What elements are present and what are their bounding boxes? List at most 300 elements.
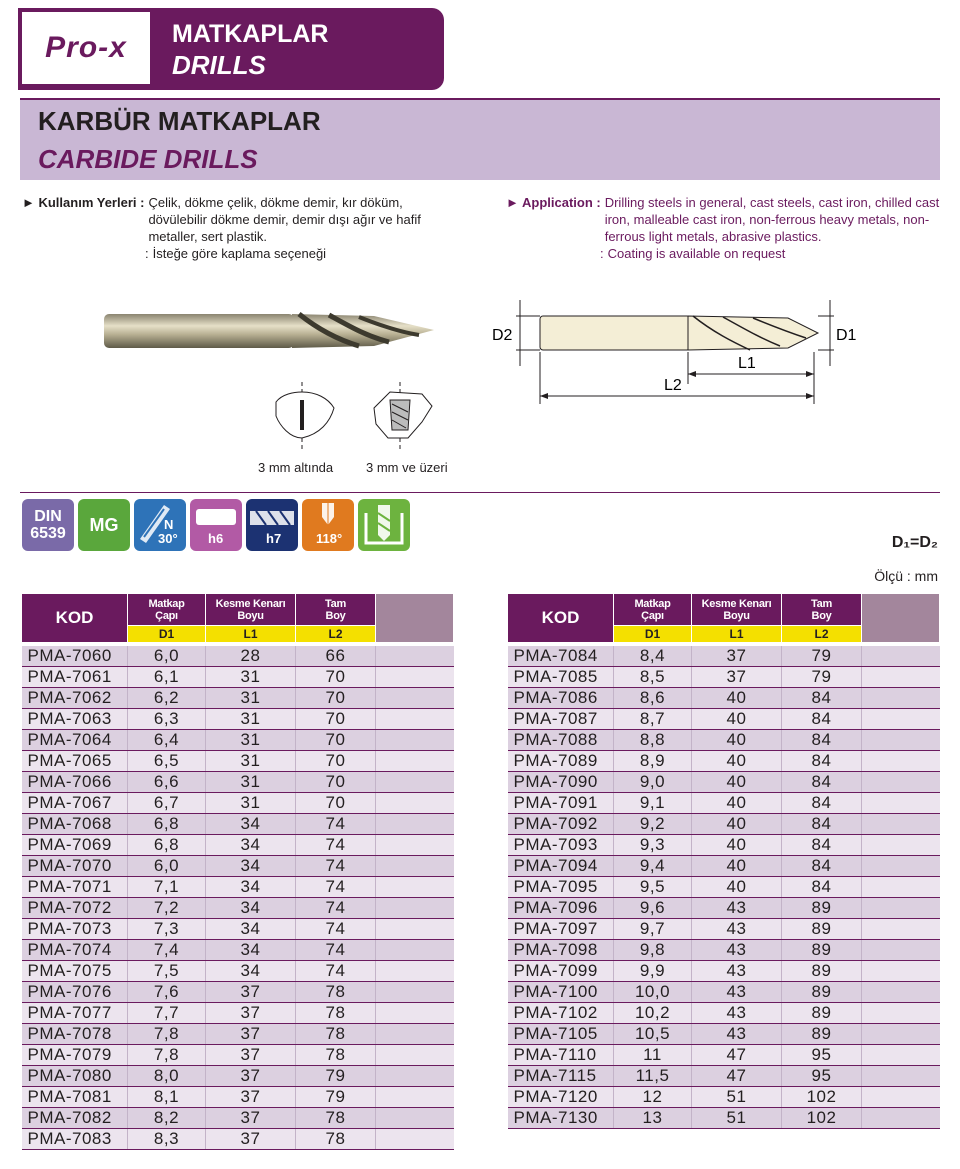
- cell-d1: 7,8: [128, 1023, 206, 1044]
- table-row: [508, 1023, 940, 1044]
- label-l2: L2: [664, 377, 682, 394]
- cell-l2: 95: [782, 1044, 862, 1065]
- cell-l2: 102: [782, 1107, 862, 1128]
- cell-l2: 78: [296, 1128, 376, 1149]
- cell-d1: 9,2: [614, 813, 692, 834]
- cell-l1: 47: [692, 1065, 782, 1086]
- cell-blank: [862, 855, 940, 876]
- cell-l1: 40: [692, 729, 782, 750]
- application-en-label2: :: [600, 246, 604, 261]
- cell-code: PMA-7130: [508, 1107, 614, 1128]
- header-blank: [376, 594, 454, 644]
- cell-code: PMA-7105: [508, 1023, 614, 1044]
- cell-l2: 79: [782, 666, 862, 687]
- cell-blank: [376, 708, 454, 729]
- cell-d1: 8,3: [128, 1128, 206, 1149]
- cell-l2: 74: [296, 960, 376, 981]
- shank-h6-icon: [190, 499, 242, 551]
- cell-d1: 6,1: [128, 666, 206, 687]
- cell-code: PMA-7070: [22, 855, 128, 876]
- cell-d1: 7,6: [128, 981, 206, 1002]
- table-row: [508, 897, 940, 918]
- cell-blank: [376, 918, 454, 939]
- cell-l2: 89: [782, 897, 862, 918]
- din-badge-line2: 6539: [30, 525, 66, 542]
- table-row: [22, 834, 454, 855]
- cell-blank: [862, 771, 940, 792]
- cell-code: PMA-7081: [22, 1086, 128, 1107]
- section-title-tr: KARBÜR MATKAPLAR: [38, 106, 321, 136]
- cell-blank: [862, 1044, 940, 1065]
- cell-l1: 37: [206, 1044, 296, 1065]
- table-row: [22, 792, 454, 813]
- cell-blank: [862, 1086, 940, 1107]
- cell-d1: 6,3: [128, 708, 206, 729]
- table-row: [508, 1044, 940, 1065]
- cell-d1: 13: [614, 1107, 692, 1128]
- tip-over-3mm-icon: [370, 382, 480, 452]
- cell-code: PMA-7087: [508, 708, 614, 729]
- cell-blank: [862, 1107, 940, 1128]
- cell-l2: 84: [782, 792, 862, 813]
- application-en-label: ► Application :: [506, 195, 601, 210]
- cell-d1: 6,2: [128, 687, 206, 708]
- cell-blank: [862, 644, 940, 667]
- cell-d1: 8,2: [128, 1107, 206, 1128]
- application-tr-text: Çelik, dökme çelik, dökme demir, kır döküm, dövülebilir dökme demir, demir dışı ağır ve hafif metaller, sert plastik.: [148, 195, 421, 244]
- cell-l1: 37: [206, 1065, 296, 1086]
- table-row: [22, 771, 454, 792]
- cell-d1: 7,5: [128, 960, 206, 981]
- cell-code: PMA-7074: [22, 939, 128, 960]
- cell-l2: 78: [296, 981, 376, 1002]
- cell-l1: 31: [206, 666, 296, 687]
- table-row: [22, 644, 454, 667]
- cell-code: PMA-7069: [22, 834, 128, 855]
- cell-l2: 84: [782, 855, 862, 876]
- section-title-bar: [20, 98, 940, 180]
- table-row: [22, 981, 454, 1002]
- cell-l2: 89: [782, 1023, 862, 1044]
- cell-l1: 31: [206, 729, 296, 750]
- cell-l2: 78: [296, 1044, 376, 1065]
- cell-code: PMA-7085: [508, 666, 614, 687]
- mg-badge-label: MG: [89, 514, 119, 535]
- cell-blank: [376, 729, 454, 750]
- cell-blank: [376, 644, 454, 667]
- cell-blank: [862, 960, 940, 981]
- table-row: [508, 687, 940, 708]
- cell-l1: 40: [692, 876, 782, 897]
- table-row: [22, 750, 454, 771]
- cell-blank: [862, 708, 940, 729]
- cell-l2: 89: [782, 981, 862, 1002]
- cell-blank: [376, 876, 454, 897]
- cell-blank: [376, 666, 454, 687]
- cell-l1: 51: [692, 1086, 782, 1107]
- cell-blank: [376, 855, 454, 876]
- cell-code: PMA-7091: [508, 792, 614, 813]
- cell-d1: 9,6: [614, 897, 692, 918]
- cell-l2: 84: [782, 750, 862, 771]
- cell-l1: 43: [692, 897, 782, 918]
- cell-l1: 47: [692, 1044, 782, 1065]
- cell-l1: 40: [692, 855, 782, 876]
- cell-l2: 74: [296, 918, 376, 939]
- cell-l2: 79: [296, 1086, 376, 1107]
- cell-blank: [862, 876, 940, 897]
- cell-d1: 9,8: [614, 939, 692, 960]
- table-row: [508, 960, 940, 981]
- cell-d1: 8,4: [614, 644, 692, 667]
- cell-d1: 9,1: [614, 792, 692, 813]
- cell-l2: 74: [296, 876, 376, 897]
- table-row: [22, 897, 454, 918]
- cell-blank: [376, 939, 454, 960]
- cell-l2: 66: [296, 644, 376, 667]
- cell-code: PMA-7060: [22, 644, 128, 667]
- table-row: [22, 687, 454, 708]
- cell-blank: [862, 792, 940, 813]
- application-tr-label2: :: [145, 246, 149, 261]
- cell-code: PMA-7067: [22, 792, 128, 813]
- tip-under-3mm-icon: [272, 382, 382, 452]
- cell-d1: 6,0: [128, 855, 206, 876]
- cell-l1: 43: [692, 1002, 782, 1023]
- cell-d1: 6,8: [128, 813, 206, 834]
- cell-blank: [376, 1086, 454, 1107]
- cell-l1: 31: [206, 687, 296, 708]
- cell-blank: [376, 1107, 454, 1128]
- cell-d1: 7,7: [128, 1002, 206, 1023]
- h7-label: h7: [266, 531, 282, 546]
- cell-code: PMA-7062: [22, 687, 128, 708]
- cell-code: PMA-7071: [22, 876, 128, 897]
- tip-under-3mm-caption: 3 mm altında: [258, 460, 334, 475]
- cell-code: PMA-7073: [22, 918, 128, 939]
- cell-code: PMA-7098: [508, 939, 614, 960]
- cell-d1: 10,0: [614, 981, 692, 1002]
- cell-code: PMA-7092: [508, 813, 614, 834]
- cell-code: PMA-7083: [22, 1128, 128, 1149]
- cell-l2: 78: [296, 1107, 376, 1128]
- cell-l2: 84: [782, 813, 862, 834]
- application-en: [506, 194, 946, 262]
- h6-label: h6: [208, 531, 224, 546]
- table-row: [508, 792, 940, 813]
- cell-d1: 11: [614, 1044, 692, 1065]
- table-row: [508, 750, 940, 771]
- cell-d1: 9,4: [614, 855, 692, 876]
- cell-code: PMA-7100: [508, 981, 614, 1002]
- cell-l1: 43: [692, 981, 782, 1002]
- header-blank: [862, 594, 940, 644]
- cell-l2: 84: [782, 729, 862, 750]
- cell-l1: 43: [692, 939, 782, 960]
- cell-code: PMA-7079: [22, 1044, 128, 1065]
- cell-l1: 51: [692, 1107, 782, 1128]
- cell-l1: 34: [206, 834, 296, 855]
- cell-code: PMA-7065: [22, 750, 128, 771]
- table-row: [22, 813, 454, 834]
- cell-l2: 70: [296, 708, 376, 729]
- cell-l1: 43: [692, 960, 782, 981]
- cell-d1: 7,4: [128, 939, 206, 960]
- cell-l1: 37: [206, 1107, 296, 1128]
- cell-blank: [862, 729, 940, 750]
- header-l1: Kesme Kenarı Boyu: [692, 594, 782, 626]
- cell-l1: 37: [206, 981, 296, 1002]
- cell-code: PMA-7075: [22, 960, 128, 981]
- cell-code: PMA-7096: [508, 897, 614, 918]
- drill-dimension-diagram: [488, 292, 868, 412]
- table-row: [508, 939, 940, 960]
- cell-code: PMA-7120: [508, 1086, 614, 1107]
- cell-d1: 9,7: [614, 918, 692, 939]
- cell-d1: 8,9: [614, 750, 692, 771]
- cell-l1: 40: [692, 708, 782, 729]
- cell-d1: 7,1: [128, 876, 206, 897]
- cell-blank: [862, 750, 940, 771]
- cell-l2: 95: [782, 1065, 862, 1086]
- header-d1-symbol: D1: [614, 626, 692, 644]
- cell-d1: 8,1: [128, 1086, 206, 1107]
- point-angle-118-icon: [302, 499, 354, 551]
- cell-blank: [376, 834, 454, 855]
- cell-l1: 40: [692, 771, 782, 792]
- table-row: [508, 1065, 940, 1086]
- cell-l2: 78: [296, 1023, 376, 1044]
- table-row: [22, 960, 454, 981]
- cell-blank: [862, 1065, 940, 1086]
- table-row: [508, 771, 940, 792]
- cell-blank: [376, 687, 454, 708]
- cell-l2: 74: [296, 897, 376, 918]
- table-row: [22, 1086, 454, 1107]
- cell-d1: 11,5: [614, 1065, 692, 1086]
- drill-photo-illustration: [104, 300, 444, 360]
- cell-d1: 6,5: [128, 750, 206, 771]
- table-row: [508, 876, 940, 897]
- cell-d1: 6,8: [128, 834, 206, 855]
- header-l1: Kesme Kenarı Boyu: [206, 594, 296, 626]
- cell-code: PMA-7064: [22, 729, 128, 750]
- header-l1-symbol: L1: [206, 626, 296, 644]
- cell-l1: 37: [206, 1023, 296, 1044]
- cell-l2: 70: [296, 666, 376, 687]
- cell-blank: [376, 750, 454, 771]
- cell-code: PMA-7090: [508, 771, 614, 792]
- header-kod: KOD: [508, 594, 614, 644]
- cell-code: PMA-7072: [22, 897, 128, 918]
- table-row: [508, 813, 940, 834]
- cell-d1: 10,2: [614, 1002, 692, 1023]
- type-n-label: N: [164, 517, 174, 532]
- cell-blank: [862, 918, 940, 939]
- cell-l2: 74: [296, 855, 376, 876]
- section-divider: [20, 492, 940, 493]
- cell-l2: 89: [782, 939, 862, 960]
- table-row: [508, 729, 940, 750]
- table-row: [22, 1044, 454, 1065]
- header-d1: Matkap Çapı: [614, 594, 692, 626]
- cell-l2: 89: [782, 1002, 862, 1023]
- cell-l1: 37: [206, 1086, 296, 1107]
- banner-title-en: DRILLS: [172, 50, 266, 80]
- table-row: [508, 1002, 940, 1023]
- cell-l1: 40: [692, 750, 782, 771]
- cell-blank: [862, 939, 940, 960]
- cell-blank: [862, 813, 940, 834]
- cell-code: PMA-7063: [22, 708, 128, 729]
- cell-code: PMA-7076: [22, 981, 128, 1002]
- cell-l1: 31: [206, 792, 296, 813]
- product-table-left: [21, 593, 454, 1150]
- label-d2: D2: [492, 327, 513, 344]
- cell-l1: 28: [206, 644, 296, 667]
- cell-blank: [376, 1044, 454, 1065]
- banner-title-tr: MATKAPLAR: [172, 20, 329, 48]
- cell-code: PMA-7066: [22, 771, 128, 792]
- cell-l1: 37: [206, 1002, 296, 1023]
- application-en-text: Drilling steels in general, cast steels, cast iron, chilled cast iron, malleable cast iron, non-ferrous heavy metals, non-ferrous light metals, abrasive plastics.: [604, 195, 940, 244]
- cell-l2: 74: [296, 939, 376, 960]
- cell-d1: 12: [614, 1086, 692, 1107]
- cell-blank: [862, 834, 940, 855]
- section-title-en: CARBIDE DRILLS: [38, 144, 258, 174]
- table-row: [22, 1107, 454, 1128]
- cell-l2: 70: [296, 729, 376, 750]
- cell-l2: 74: [296, 813, 376, 834]
- cell-blank: [376, 792, 454, 813]
- table-row: [22, 855, 454, 876]
- cell-blank: [862, 687, 940, 708]
- helix-angle-label: 30°: [158, 531, 178, 546]
- table-row: [508, 834, 940, 855]
- cell-blank: [862, 666, 940, 687]
- cell-code: PMA-7077: [22, 1002, 128, 1023]
- cell-l1: 37: [206, 1128, 296, 1149]
- table-row: [508, 855, 940, 876]
- cell-blank: [376, 960, 454, 981]
- table-row: [22, 1128, 454, 1149]
- cell-l1: 31: [206, 708, 296, 729]
- cell-code: PMA-7088: [508, 729, 614, 750]
- cell-l1: 34: [206, 855, 296, 876]
- cell-d1: 6,4: [128, 729, 206, 750]
- through-hole-icon: [358, 499, 410, 551]
- din-6539-badge: [22, 499, 74, 551]
- table-row: [508, 1107, 940, 1128]
- cell-l1: 40: [692, 813, 782, 834]
- cell-code: PMA-7102: [508, 1002, 614, 1023]
- cell-code: PMA-7086: [508, 687, 614, 708]
- header-l2: Tam Boy: [782, 594, 862, 626]
- cell-l2: 79: [296, 1065, 376, 1086]
- table-row: [22, 729, 454, 750]
- table-row: [508, 666, 940, 687]
- table-row: [508, 981, 940, 1002]
- table-row: [508, 644, 940, 667]
- cell-blank: [376, 1023, 454, 1044]
- application-en-text2: Coating is available on request: [607, 246, 786, 261]
- cell-blank: [862, 981, 940, 1002]
- cell-l1: 40: [692, 792, 782, 813]
- cell-l2: 89: [782, 918, 862, 939]
- cell-d1: 9,3: [614, 834, 692, 855]
- din-badge-line1: DIN: [34, 508, 62, 525]
- table-row: [22, 1065, 454, 1086]
- table-row: [22, 876, 454, 897]
- table-row: [508, 708, 940, 729]
- cell-l1: 34: [206, 960, 296, 981]
- brand-logo: [20, 10, 152, 86]
- cell-l1: 37: [692, 644, 782, 667]
- tip-over-3mm-caption: 3 mm ve üzeri: [366, 460, 448, 475]
- cell-d1: 6,6: [128, 771, 206, 792]
- table-row: [22, 1023, 454, 1044]
- cell-blank: [376, 897, 454, 918]
- header-d1: Matkap Çapı: [128, 594, 206, 626]
- product-table-right: [507, 593, 940, 1129]
- cell-code: PMA-7089: [508, 750, 614, 771]
- cell-code: PMA-7093: [508, 834, 614, 855]
- cell-code: PMA-7110: [508, 1044, 614, 1065]
- cell-blank: [376, 1128, 454, 1149]
- application-tr-label: ► Kullanım Yerleri :: [22, 195, 145, 210]
- cell-l2: 78: [296, 1002, 376, 1023]
- cell-blank: [376, 1002, 454, 1023]
- cell-blank: [376, 771, 454, 792]
- cell-l2: 84: [782, 687, 862, 708]
- cell-code: PMA-7078: [22, 1023, 128, 1044]
- label-l1: L1: [738, 355, 756, 372]
- cell-d1: 8,0: [128, 1065, 206, 1086]
- cell-l1: 34: [206, 918, 296, 939]
- cell-blank: [862, 1023, 940, 1044]
- cell-l2: 84: [782, 834, 862, 855]
- cell-code: PMA-7097: [508, 918, 614, 939]
- cell-code: PMA-7094: [508, 855, 614, 876]
- cell-l1: 37: [692, 666, 782, 687]
- cell-d1: 6,7: [128, 792, 206, 813]
- cell-l2: 70: [296, 750, 376, 771]
- cell-blank: [862, 897, 940, 918]
- cell-code: PMA-7082: [22, 1107, 128, 1128]
- header-l2-symbol: L2: [782, 626, 862, 644]
- cell-l2: 70: [296, 771, 376, 792]
- cell-l2: 84: [782, 771, 862, 792]
- tolerance-h7-icon: [246, 499, 298, 551]
- table-row: [508, 1086, 940, 1107]
- cell-l1: 34: [206, 897, 296, 918]
- cell-l1: 31: [206, 771, 296, 792]
- header-l1-symbol: L1: [692, 626, 782, 644]
- angle-118-label: 118°: [316, 531, 343, 546]
- cell-code: PMA-7115: [508, 1065, 614, 1086]
- cell-l2: 102: [782, 1086, 862, 1107]
- cell-d1: 8,6: [614, 687, 692, 708]
- cell-l1: 40: [692, 687, 782, 708]
- cell-l1: 31: [206, 750, 296, 771]
- header-d1-symbol: D1: [128, 626, 206, 644]
- header-l2-symbol: L2: [296, 626, 376, 644]
- table-row: [22, 666, 454, 687]
- cell-l2: 79: [782, 644, 862, 667]
- table-row: [22, 939, 454, 960]
- cell-code: PMA-7061: [22, 666, 128, 687]
- table-row: [22, 918, 454, 939]
